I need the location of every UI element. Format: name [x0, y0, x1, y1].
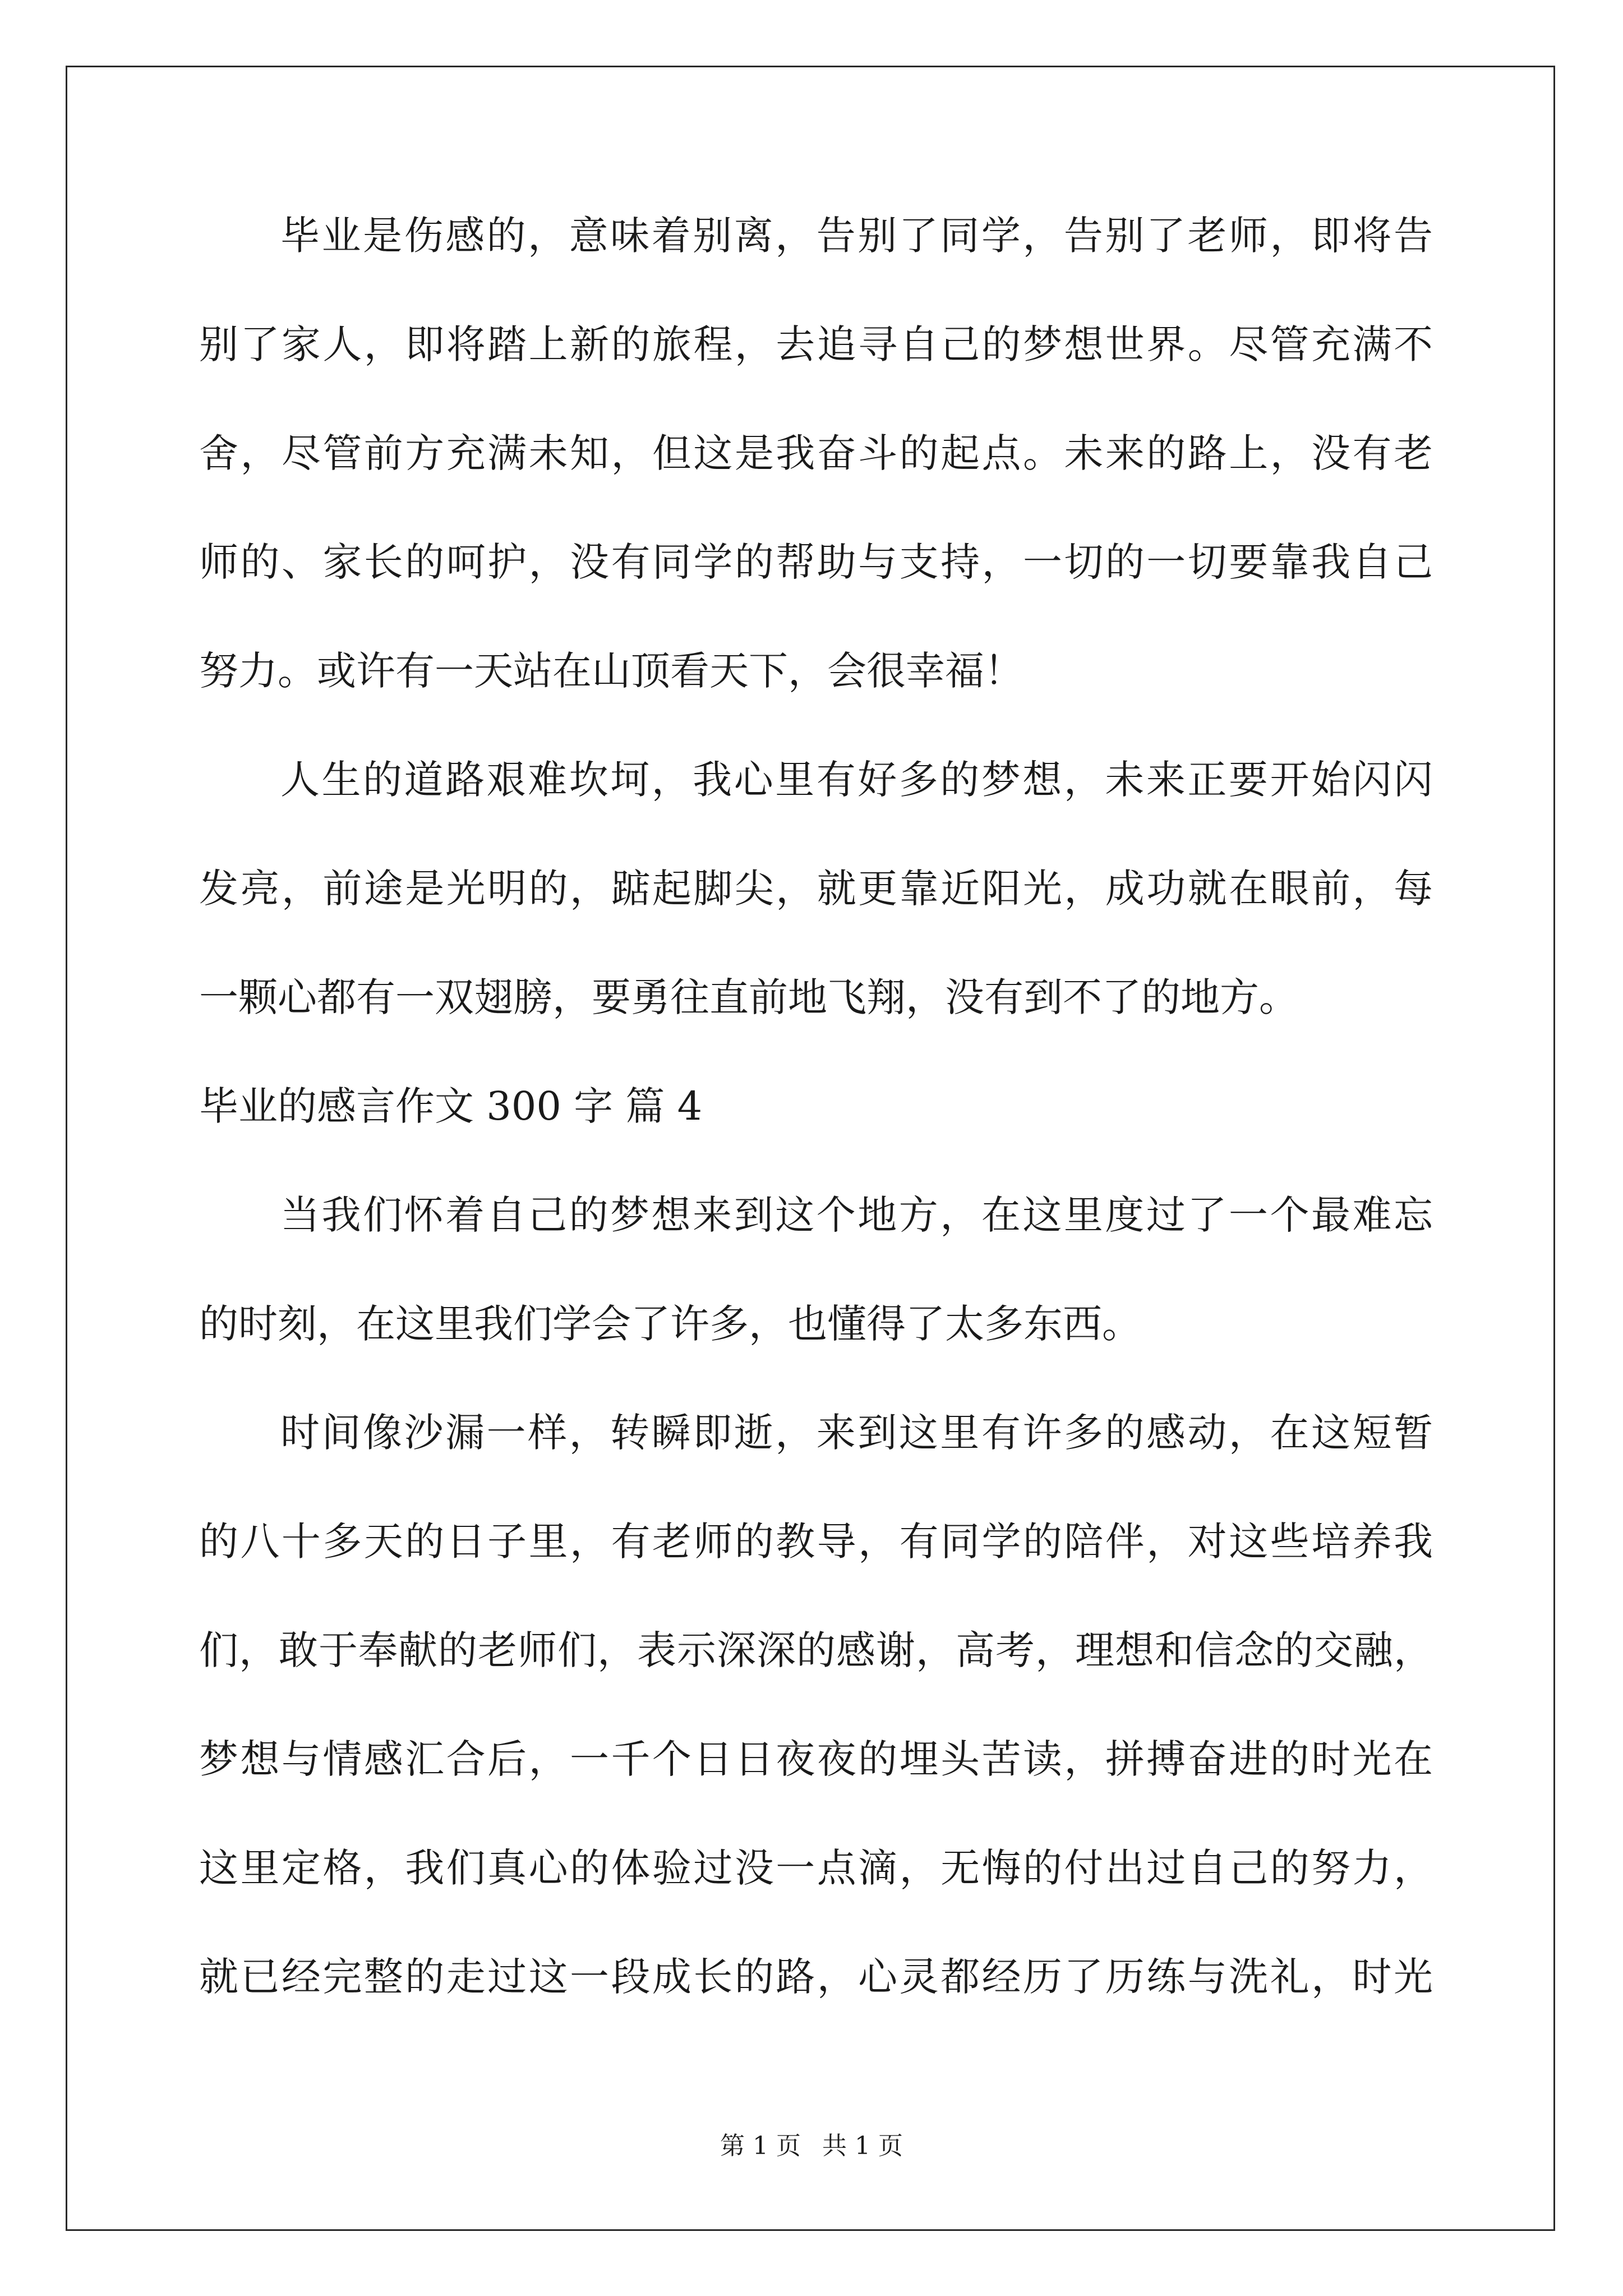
page-total: 共 1 页 — [822, 2132, 903, 2160]
paragraph-line: 人生的道路艰难坎坷，我心里有好多的梦想，未来正要开始闪闪 — [280, 757, 1433, 803]
paragraph-line: 舍，尽管前方充满未知，但这是我奋斗的起点。未来的路上，没有老 — [199, 430, 1433, 476]
paragraph-line: 就已经完整的走过这一段成长的路，心灵都经历了历练与洗礼，时光 — [199, 1954, 1433, 2000]
paragraph-line: 这里定格，我们真心的体验过没一点滴，无悔的付出过自己的努力， — [199, 1845, 1433, 1891]
paragraph-line: 师的、家长的呵护，没有同学的帮助与支持，一切的一切要靠我自己 — [199, 539, 1433, 585]
paragraph-line: 时间像沙漏一样，转瞬即逝，来到这里有许多的感动，在这短暂 — [280, 1410, 1433, 1456]
section-heading: 毕业的感言作文 300 字 篇 4 — [199, 1083, 703, 1129]
paragraph-line: 的八十多天的日子里，有老师的教导，有同学的陪伴，对这些培养我 — [199, 1519, 1433, 1565]
page-number: 第 1 页 — [720, 2132, 801, 2160]
paragraph-line: 努力。或许有一天站在山顶看天下，会很幸福！ — [199, 648, 1023, 694]
paragraph-line: 当我们怀着自己的梦想来到这个地方，在这里度过了一个最难忘 — [280, 1192, 1433, 1238]
paragraph-line: 们，敢于奉献的老师们，表示深深的感谢，高考，理想和信念的交融， — [199, 1627, 1433, 1673]
paragraph-line: 别了家人，即将踏上新的旅程，去追寻自己的梦想世界。尽管充满不 — [199, 321, 1433, 367]
paragraph-line: 梦想与情感汇合后，一千个日日夜夜的埋头苦读，拼搏奋进的时光在 — [199, 1736, 1433, 1782]
document-body — [199, 208, 1433, 2058]
paragraph-line: 发亮，前途是光明的，踮起脚尖，就更靠近阳光，成功就在眼前，每 — [199, 866, 1433, 912]
paragraph-line: 毕业是伤感的，意味着别离，告别了同学，告别了老师，即将告 — [280, 213, 1433, 259]
paragraph-line: 一颗心都有一双翅膀，要勇往直前地飞翔，没有到不了的地方。 — [199, 974, 1298, 1020]
page-footer — [0, 2129, 1623, 2163]
paragraph-line: 的时刻，在这里我们学会了许多，也懂得了太多东西。 — [199, 1301, 1141, 1347]
